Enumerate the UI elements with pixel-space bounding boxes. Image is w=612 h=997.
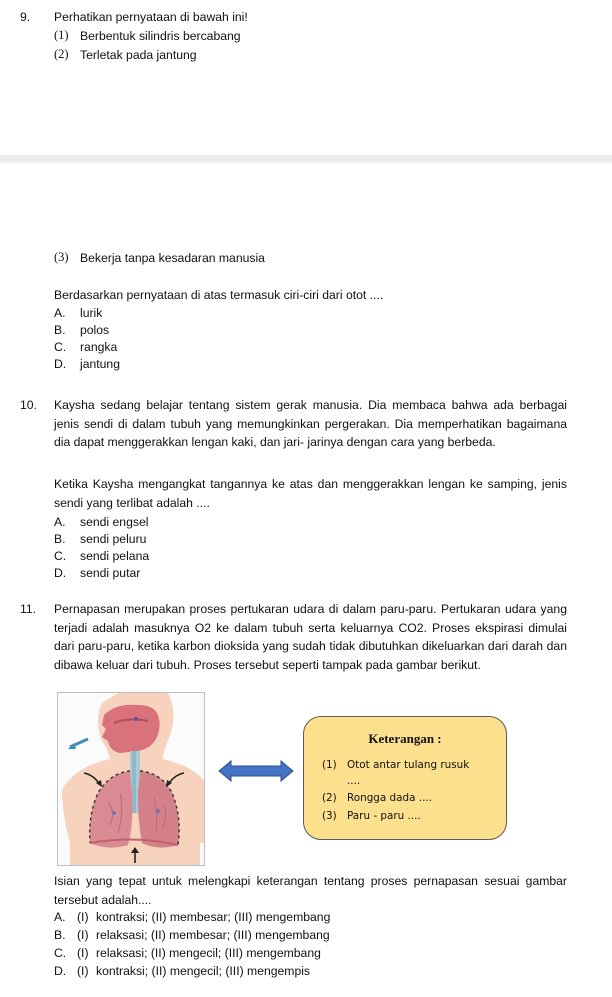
legend-item-number: (3)	[322, 810, 337, 822]
option-roman: (I)	[77, 946, 89, 960]
option-letter: D.	[54, 566, 67, 580]
question-number: 9.	[20, 10, 31, 24]
statement-text: Berbentuk silindris bercabang	[80, 29, 241, 43]
question-paragraph: Pernapasan merupakan proses pertukaran udara di dalam paru-paru. Pertukaran udara yang terjadi adalah masuknya O2 ke dalam tubuh serta keluarnya CO2. Proses ekspirasi dimulai dari paru-paru, ketika karbon dioksida yang sudah tidak dibutuhkan dikeluarkan dari darah dan dibawa keluar dari tubuh. Proses tersebut seperti tampak pada gambar berikut.	[54, 602, 567, 672]
legend-title: Keterangan :	[368, 731, 442, 746]
statement-text: Bekerja tanpa kesadaran manusia	[80, 251, 265, 265]
question-text: Ketika Kaysha mengangkat tangannya ke atas dan menggerakkan lengan ke samping, jenis sendi yang terlibat adalah ....	[54, 477, 567, 510]
option-text: sendi pelana	[80, 549, 150, 563]
option-text: relaksasi; (II) membesar; (III) mengembang	[96, 928, 330, 942]
option-roman: (I)	[77, 928, 89, 942]
option-letter: C.	[54, 549, 67, 563]
option-text: sendi engsel	[80, 515, 149, 529]
option-text: sendi putar	[80, 566, 141, 580]
option-letter: A.	[54, 306, 66, 320]
option-letter: C.	[54, 340, 67, 354]
option-letter: C.	[54, 946, 67, 960]
double-headed-arrow-icon	[218, 759, 294, 783]
option-letter: A.	[54, 515, 66, 529]
legend-item-text: Rongga dada ....	[347, 792, 432, 804]
option-text: rangka	[80, 340, 118, 354]
question-text: Isian yang tepat untuk melengkapi keterangan tentang proses pernapasan sesuai gambar tersebut adalah....	[54, 874, 567, 907]
option-letter: A.	[54, 910, 66, 924]
page-separator-shadow	[0, 162, 612, 164]
legend-item-text: Otot antar tulang rusuk	[347, 759, 470, 771]
option-text: polos	[80, 323, 110, 337]
statement-number: (3)	[54, 250, 69, 264]
option-text: jantung	[80, 357, 120, 371]
legend-item-text: Paru - paru ....	[347, 810, 421, 822]
legend-item-number: (1)	[322, 759, 337, 771]
option-letter: B.	[54, 928, 66, 942]
page-separator	[0, 155, 612, 162]
statement-number: (1)	[54, 28, 69, 42]
question-paragraph: Kaysha sedang belajar tentang sistem gerak manusia. Dia membaca bahwa ada berbagai jenis sendi di dalam tubuh yang memungkinkan pergerakan. Dia memperhatikan bagaimana dia dapat menggerakkan lengan kaki, dan jari- jarinya dengan cara yang berbeda.	[54, 398, 567, 450]
option-roman: (I)	[77, 964, 89, 978]
respiratory-system-illustration	[57, 692, 205, 866]
option-letter: D.	[54, 357, 67, 371]
question-number: 11.	[20, 602, 37, 616]
question-text: Berdasarkan pernyataan di atas termasuk ciri-ciri dari otot ....	[54, 288, 384, 302]
option-letter: B.	[54, 532, 66, 546]
option-letter: B.	[54, 323, 66, 337]
option-text: lurik	[80, 306, 103, 320]
option-text: relaksasi; (II) mengecil; (III) mengembang	[96, 946, 321, 960]
option-roman: (I)	[77, 910, 89, 924]
question-prompt: Perhatikan pernyataan di bawah ini!	[54, 10, 248, 24]
respiratory-system-icon	[58, 693, 205, 866]
option-text: kontraksi; (II) membesar; (III) mengembang	[96, 910, 331, 924]
legend-box	[303, 716, 507, 840]
statement-number: (2)	[54, 47, 69, 61]
statement-text: Terletak pada jantung	[80, 48, 197, 62]
legend-item-ellipsis: ....	[347, 775, 361, 787]
legend-item-number: (2)	[322, 792, 337, 804]
option-text: sendi peluru	[80, 532, 147, 546]
option-text: kontraksi; (II) mengecil; (III) mengempis	[96, 964, 311, 978]
question-number: 10.	[20, 398, 37, 412]
option-letter: D.	[54, 964, 67, 978]
